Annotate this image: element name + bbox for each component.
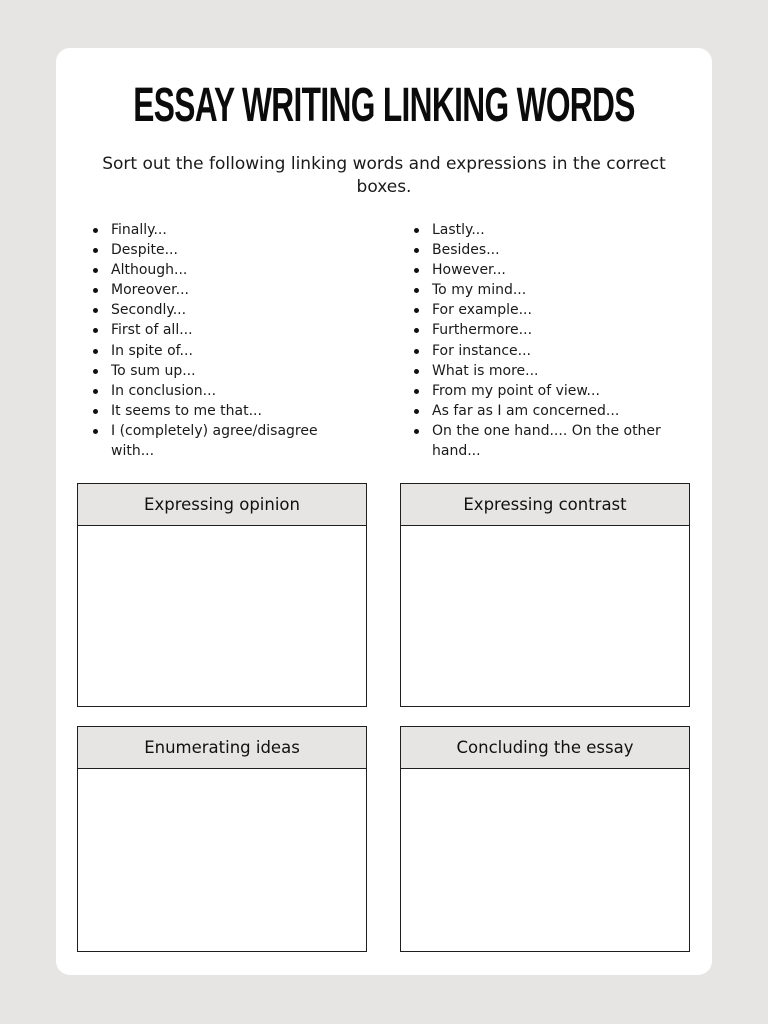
list-item: However... xyxy=(413,260,683,280)
list-item: Furthermore... xyxy=(413,320,683,340)
list-item: First of all... xyxy=(92,320,357,340)
box-heading: Expressing contrast xyxy=(401,484,689,526)
list-item: Secondly... xyxy=(92,300,357,320)
list-item: Finally... xyxy=(92,220,357,240)
worksheet-title: ESSAY WRITING LINKING WORDS xyxy=(133,79,635,132)
box-heading: Expressing opinion xyxy=(78,484,366,526)
box-answer-area[interactable] xyxy=(78,526,366,706)
list-item: I (completely) agree/disagree with... xyxy=(92,421,357,461)
linking-words-list-right xyxy=(413,220,683,461)
list-item: In spite of... xyxy=(92,341,357,361)
instruction-text: Sort out the following linking words and expressions in the correct boxes. xyxy=(102,154,666,197)
list-item: Despite... xyxy=(92,240,357,260)
box-concluding-the-essay xyxy=(400,726,690,952)
box-enumerating-ideas xyxy=(77,726,367,952)
list-item: As far as I am concerned... xyxy=(413,401,683,421)
box-heading: Concluding the essay xyxy=(401,727,689,769)
list-item: What is more... xyxy=(413,361,683,381)
list-item: To sum up... xyxy=(92,361,357,381)
list-item: Moreover... xyxy=(92,280,357,300)
box-answer-area[interactable] xyxy=(401,526,689,706)
list-item: Lastly... xyxy=(413,220,683,240)
list-item: For instance... xyxy=(413,341,683,361)
list-item: For example... xyxy=(413,300,683,320)
list-item: In conclusion... xyxy=(92,381,357,401)
list-item: To my mind... xyxy=(413,280,683,300)
box-heading: Enumerating ideas xyxy=(78,727,366,769)
box-expressing-opinion xyxy=(77,483,367,707)
box-answer-area[interactable] xyxy=(401,769,689,951)
list-item: From my point of view... xyxy=(413,381,683,401)
box-expressing-contrast xyxy=(400,483,690,707)
list-item: Besides... xyxy=(413,240,683,260)
list-item: Although... xyxy=(92,260,357,280)
list-item: On the one hand.... On the other hand... xyxy=(413,421,683,461)
list-item: It seems to me that... xyxy=(92,401,357,421)
linking-words-list-left xyxy=(92,220,357,461)
box-answer-area[interactable] xyxy=(78,769,366,951)
